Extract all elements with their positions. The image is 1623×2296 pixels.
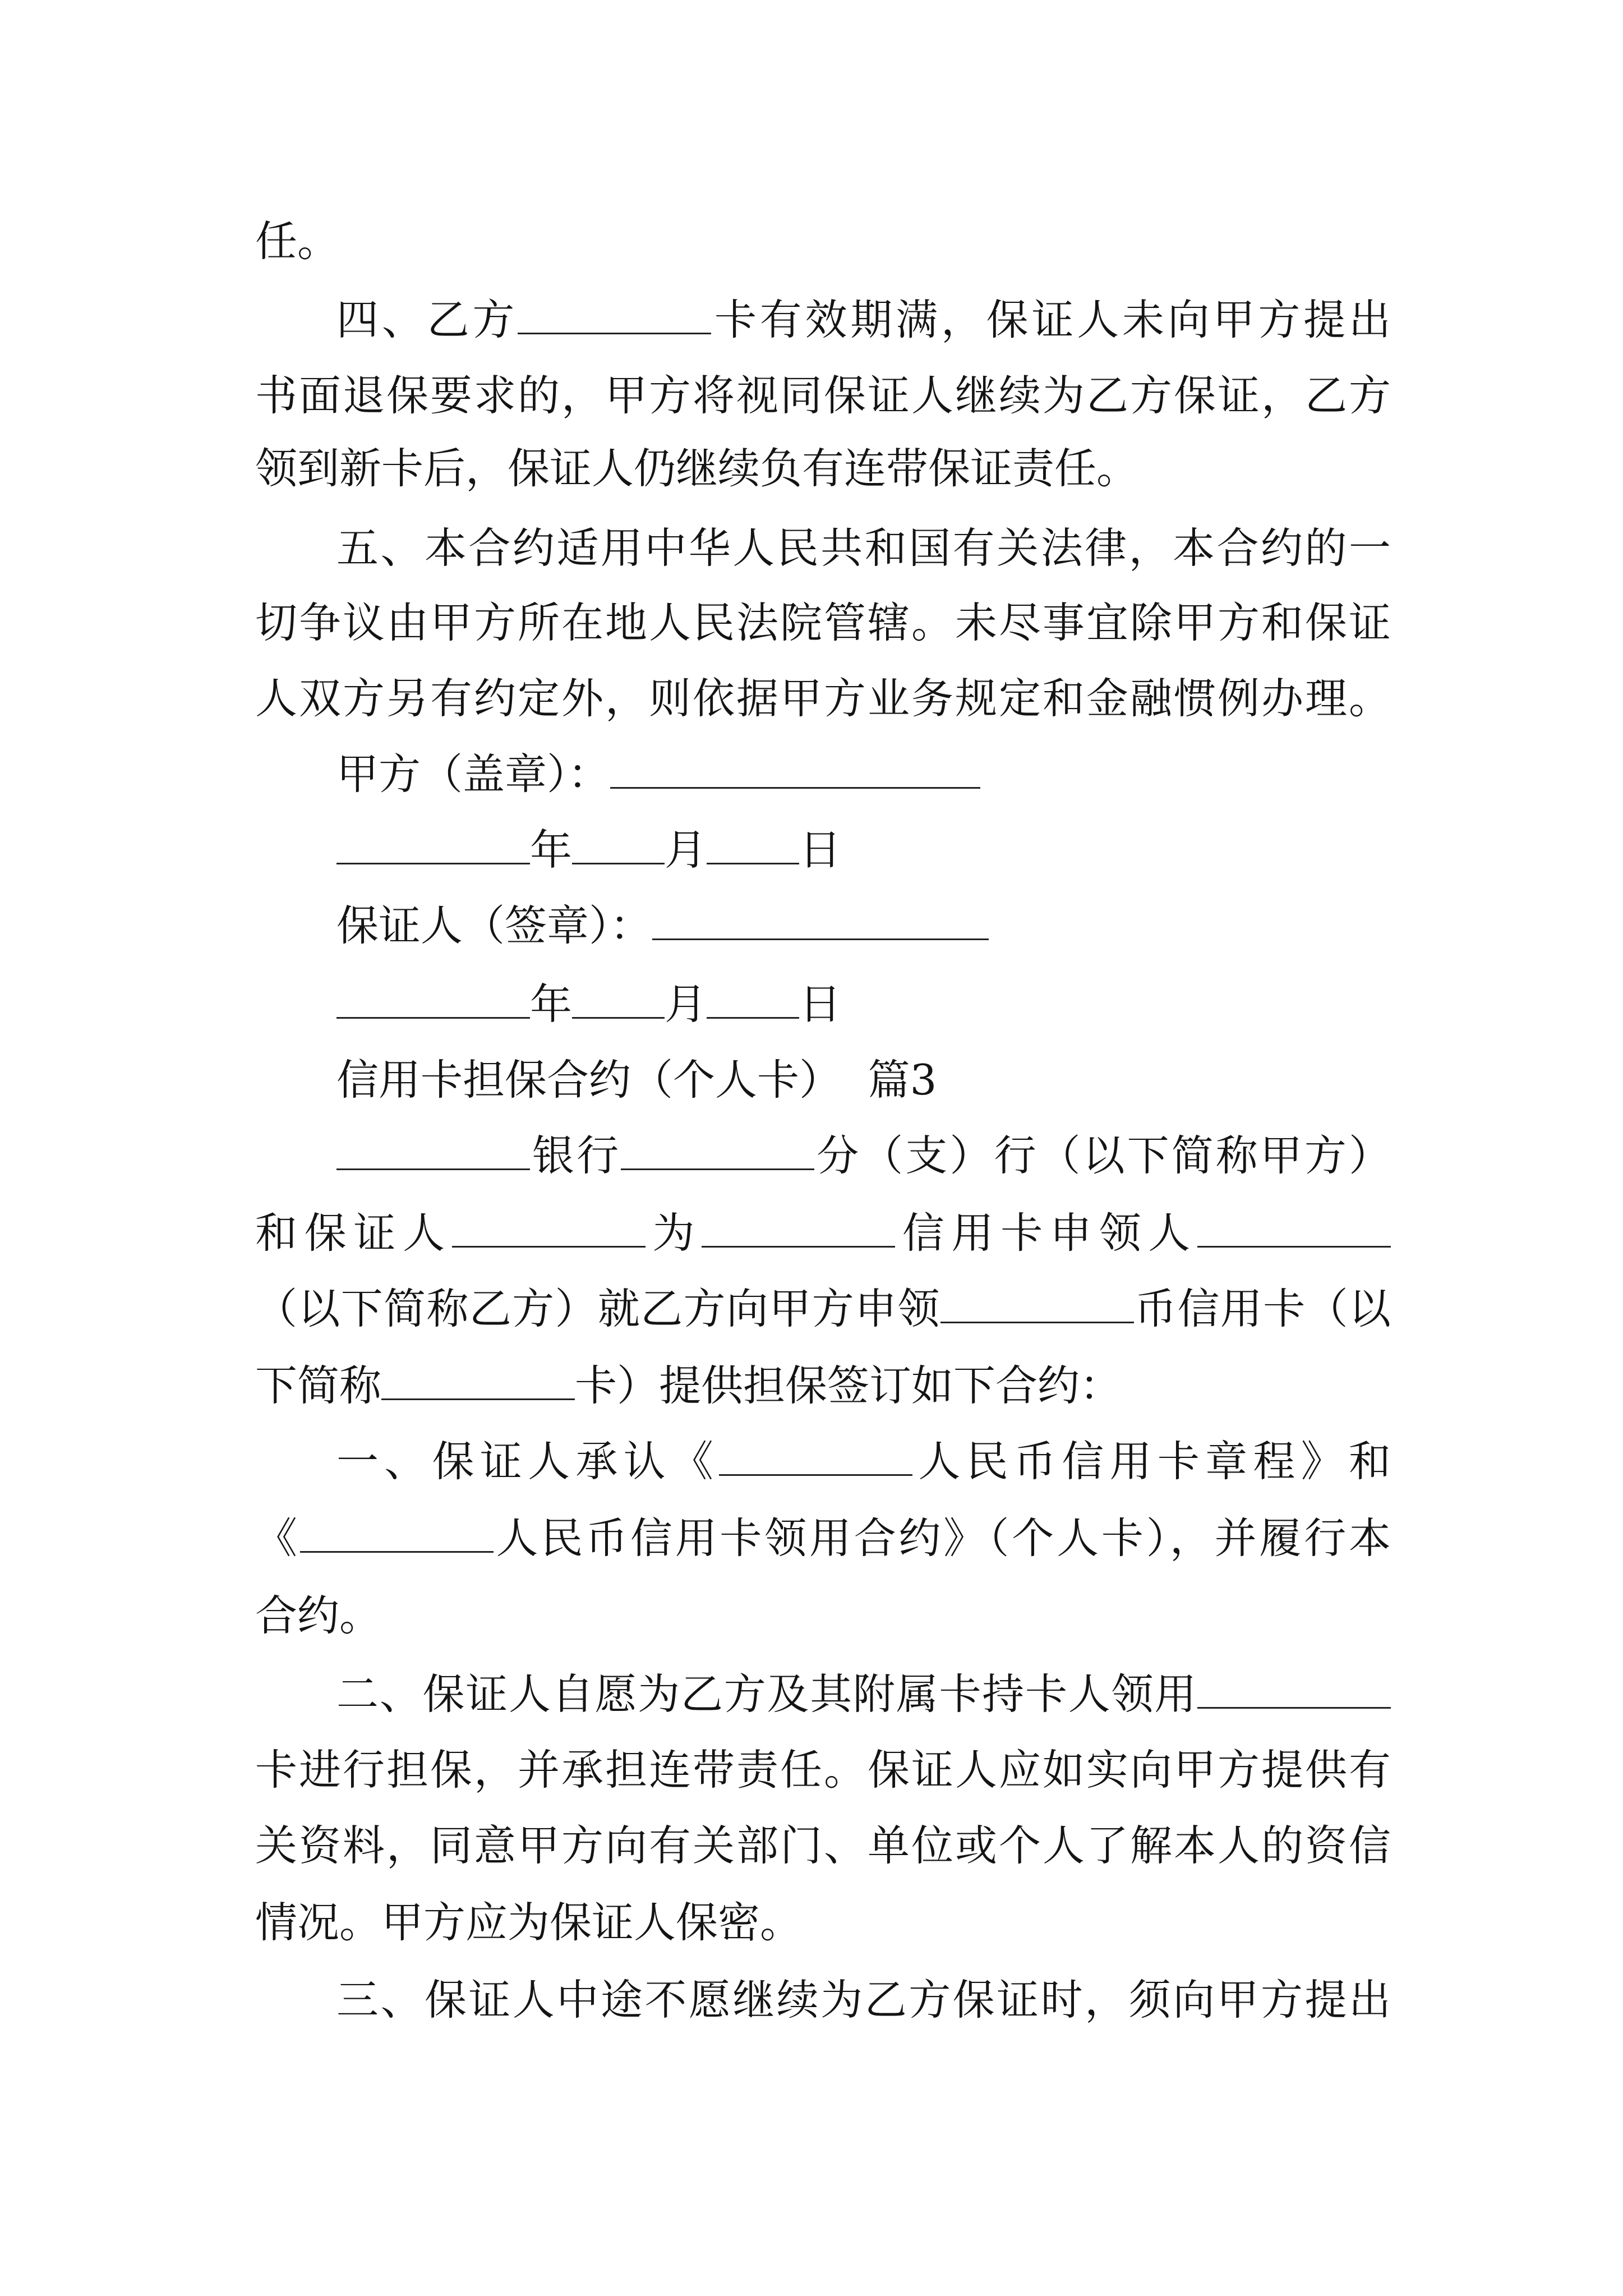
fill-blank (940, 1272, 1134, 1323)
paragraph-line: 和保证人 为 信用卡申领人 (255, 1197, 1391, 1269)
paragraph-line: 五、本合约适用中华人民共和国有关法律，本合约的一 (336, 523, 1391, 573)
paragraph-line: （以下简称乙方）就乙方向甲方申领 币信用卡（以 (255, 1272, 1391, 1345)
fill-blank (336, 1119, 530, 1170)
date-line: 年 月 日 (336, 968, 1391, 1041)
fill-blank (1197, 1658, 1391, 1709)
paragraph-line: 银行 分（支）行（以下简称甲方） (336, 1119, 1391, 1192)
paragraph-line: 卡进行担保，并承担连带责任。保证人应如实向甲方提供有 (255, 1745, 1391, 1795)
fill-blank (1197, 1197, 1391, 1248)
paragraph-line: 《 人民币信用卡领用合约》（个人卡），并履行本 (255, 1502, 1391, 1575)
fill-blank (621, 1119, 814, 1170)
signature-line-guarantor: 保证人（签章）： (336, 889, 1391, 962)
paragraph-line: 三、保证人中途不愿继续为乙方保证时，须向甲方提出 (336, 1975, 1391, 2024)
paragraph-line: 领到新卡后，保证人仍继续负有连带保证责任。 (255, 444, 1139, 493)
paragraph-line: 关资料，同意甲方向有关部门、单位或个人了解本人的资信 (255, 1821, 1391, 1870)
fill-blank (518, 283, 711, 334)
fill-blank (336, 968, 530, 1019)
fill-blank (381, 1349, 575, 1400)
fill-blank (300, 1502, 494, 1553)
paragraph-line: 二、保证人自愿为乙方及其附属卡持卡人领用 (336, 1658, 1391, 1731)
fill-blank (652, 889, 989, 940)
fill-blank (572, 813, 665, 864)
section-heading: 信用卡担保合约（个人卡） 篇3 (336, 1055, 937, 1105)
paragraph-line: 情况。甲方应为保证人保密。 (255, 1898, 803, 1947)
paragraph-line: 书面退保要求的，甲方将视同保证人继续为乙方保证，乙方 (255, 371, 1391, 420)
fill-blank (572, 968, 665, 1019)
paragraph-line: 合约。 (255, 1591, 382, 1640)
fill-blank (336, 813, 530, 864)
paragraph-line: 下简称 卡）提供担保签订如下合约： (255, 1349, 1391, 1422)
date-line: 年 月 日 (336, 813, 1391, 886)
paragraph-line: 一、保证人承认《 人民币信用卡章程》和 (336, 1425, 1391, 1498)
fill-blank (707, 968, 799, 1019)
fill-blank (707, 813, 799, 864)
fill-blank (452, 1197, 645, 1248)
paragraph-line: 四、乙方 卡有效期满，保证人未向甲方提出 (336, 283, 1391, 356)
paragraph-line: 切争议由甲方所在地人民法院管辖。未尽事宜除甲方和保证 (255, 598, 1391, 647)
paragraph-line: 任。 (255, 217, 340, 266)
paragraph-line: 人双方另有约定外，则依据甲方业务规定和金融惯例办理。 (255, 674, 1391, 723)
signature-line-party-a: 甲方（盖章）： (336, 738, 1391, 811)
fill-blank (610, 738, 980, 789)
fill-blank (702, 1197, 895, 1248)
fill-blank (719, 1425, 912, 1476)
